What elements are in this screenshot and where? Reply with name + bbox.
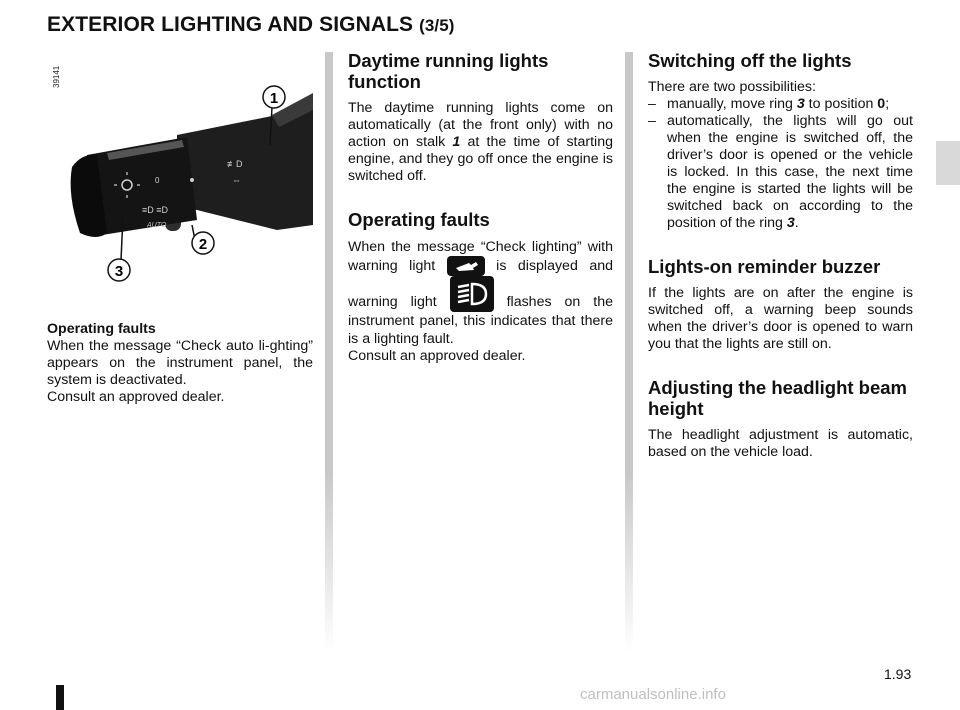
buzzer-heading: Lights-on reminder buzzer bbox=[648, 256, 881, 277]
fog-rear-symbol: ≢D bbox=[227, 159, 243, 169]
figure-notes-heading: Operating faults bbox=[47, 321, 156, 337]
figure-notes-body: When the message “Check auto li-ghting” appears on the instrument panel, the system is deactivated. bbox=[47, 338, 313, 388]
switch-off-intro: There are two possibilities: bbox=[648, 79, 816, 95]
beam-heading: Adjusting the headlight beam height bbox=[648, 377, 908, 419]
column-2 bbox=[348, 50, 613, 365]
fog-dot bbox=[190, 178, 194, 182]
fog-front-symbol: ⇔ bbox=[232, 175, 241, 185]
column-3 bbox=[648, 50, 913, 461]
page-part: (3/5) bbox=[419, 16, 455, 35]
callout-2-label: 2 bbox=[198, 236, 208, 253]
drl-body: The daytime running lights come on automatically (at the front only) with no action on stalk 1 at the time of starting engine, and they go off once the engine is switched off. bbox=[348, 100, 613, 184]
headlight-symbols: ≡D ≡D bbox=[142, 205, 169, 215]
page-title: EXTERIOR LIGHTING AND SIGNALS (3/5) bbox=[47, 13, 455, 36]
stalk-illustration bbox=[47, 55, 313, 310]
callout-3-label: 3 bbox=[114, 263, 124, 280]
column-divider-2 bbox=[625, 52, 633, 652]
buzzer-body: If the lights are on after the engine is switched off, a warning beep sounds when the driver’s door is opened to warn you that the lights are still on. bbox=[648, 285, 913, 352]
beam-body: The headlight adjustment is automatic, based on the vehicle load. bbox=[648, 427, 913, 460]
switch-off-heading: Switching off the lights bbox=[648, 50, 852, 71]
chapter-tab bbox=[936, 141, 960, 185]
position-zero: 0 bbox=[155, 176, 160, 185]
callout-3 bbox=[108, 259, 130, 281]
watermark: carmanualsonline.info bbox=[580, 686, 726, 703]
image-code: 39141 bbox=[52, 65, 61, 88]
column-divider-1 bbox=[325, 52, 333, 652]
faults-consult: Consult an approved dealer. bbox=[348, 348, 526, 364]
list-item: – manually, move ring 3 to position 0; bbox=[648, 96, 913, 113]
callout-1 bbox=[263, 86, 285, 108]
callout-2 bbox=[192, 232, 214, 254]
figure-notes bbox=[47, 321, 313, 406]
faults-heading: Operating faults bbox=[348, 209, 490, 230]
figure-notes-consult: Consult an approved dealer. bbox=[47, 389, 225, 405]
callout-1-label: 1 bbox=[269, 90, 279, 107]
stalk-ref: 1 bbox=[452, 134, 461, 150]
wrench-warning-icon bbox=[447, 256, 485, 276]
drl-heading: Daytime running lights function bbox=[348, 50, 549, 92]
page-number: 1.93 bbox=[884, 666, 912, 682]
headlight-warning-icon bbox=[450, 276, 494, 312]
stalk-svg bbox=[47, 55, 313, 310]
faults-body: When the message “Check lighting” with warning light is displayed and warning light flashes on the instrument panel, this indicates that there is a lighting fault. bbox=[348, 239, 613, 347]
list-item: – automatically, the lights will go out when the engine is switched off, the driver’s door is opened or the vehicle is locked. In this case, the next time the engine is started the lights will be switched back on according to the position of the ring 3. bbox=[648, 113, 913, 232]
crop-mark bbox=[56, 685, 64, 710]
switch-off-list bbox=[648, 96, 913, 232]
auto-label: AUTO bbox=[147, 222, 167, 229]
